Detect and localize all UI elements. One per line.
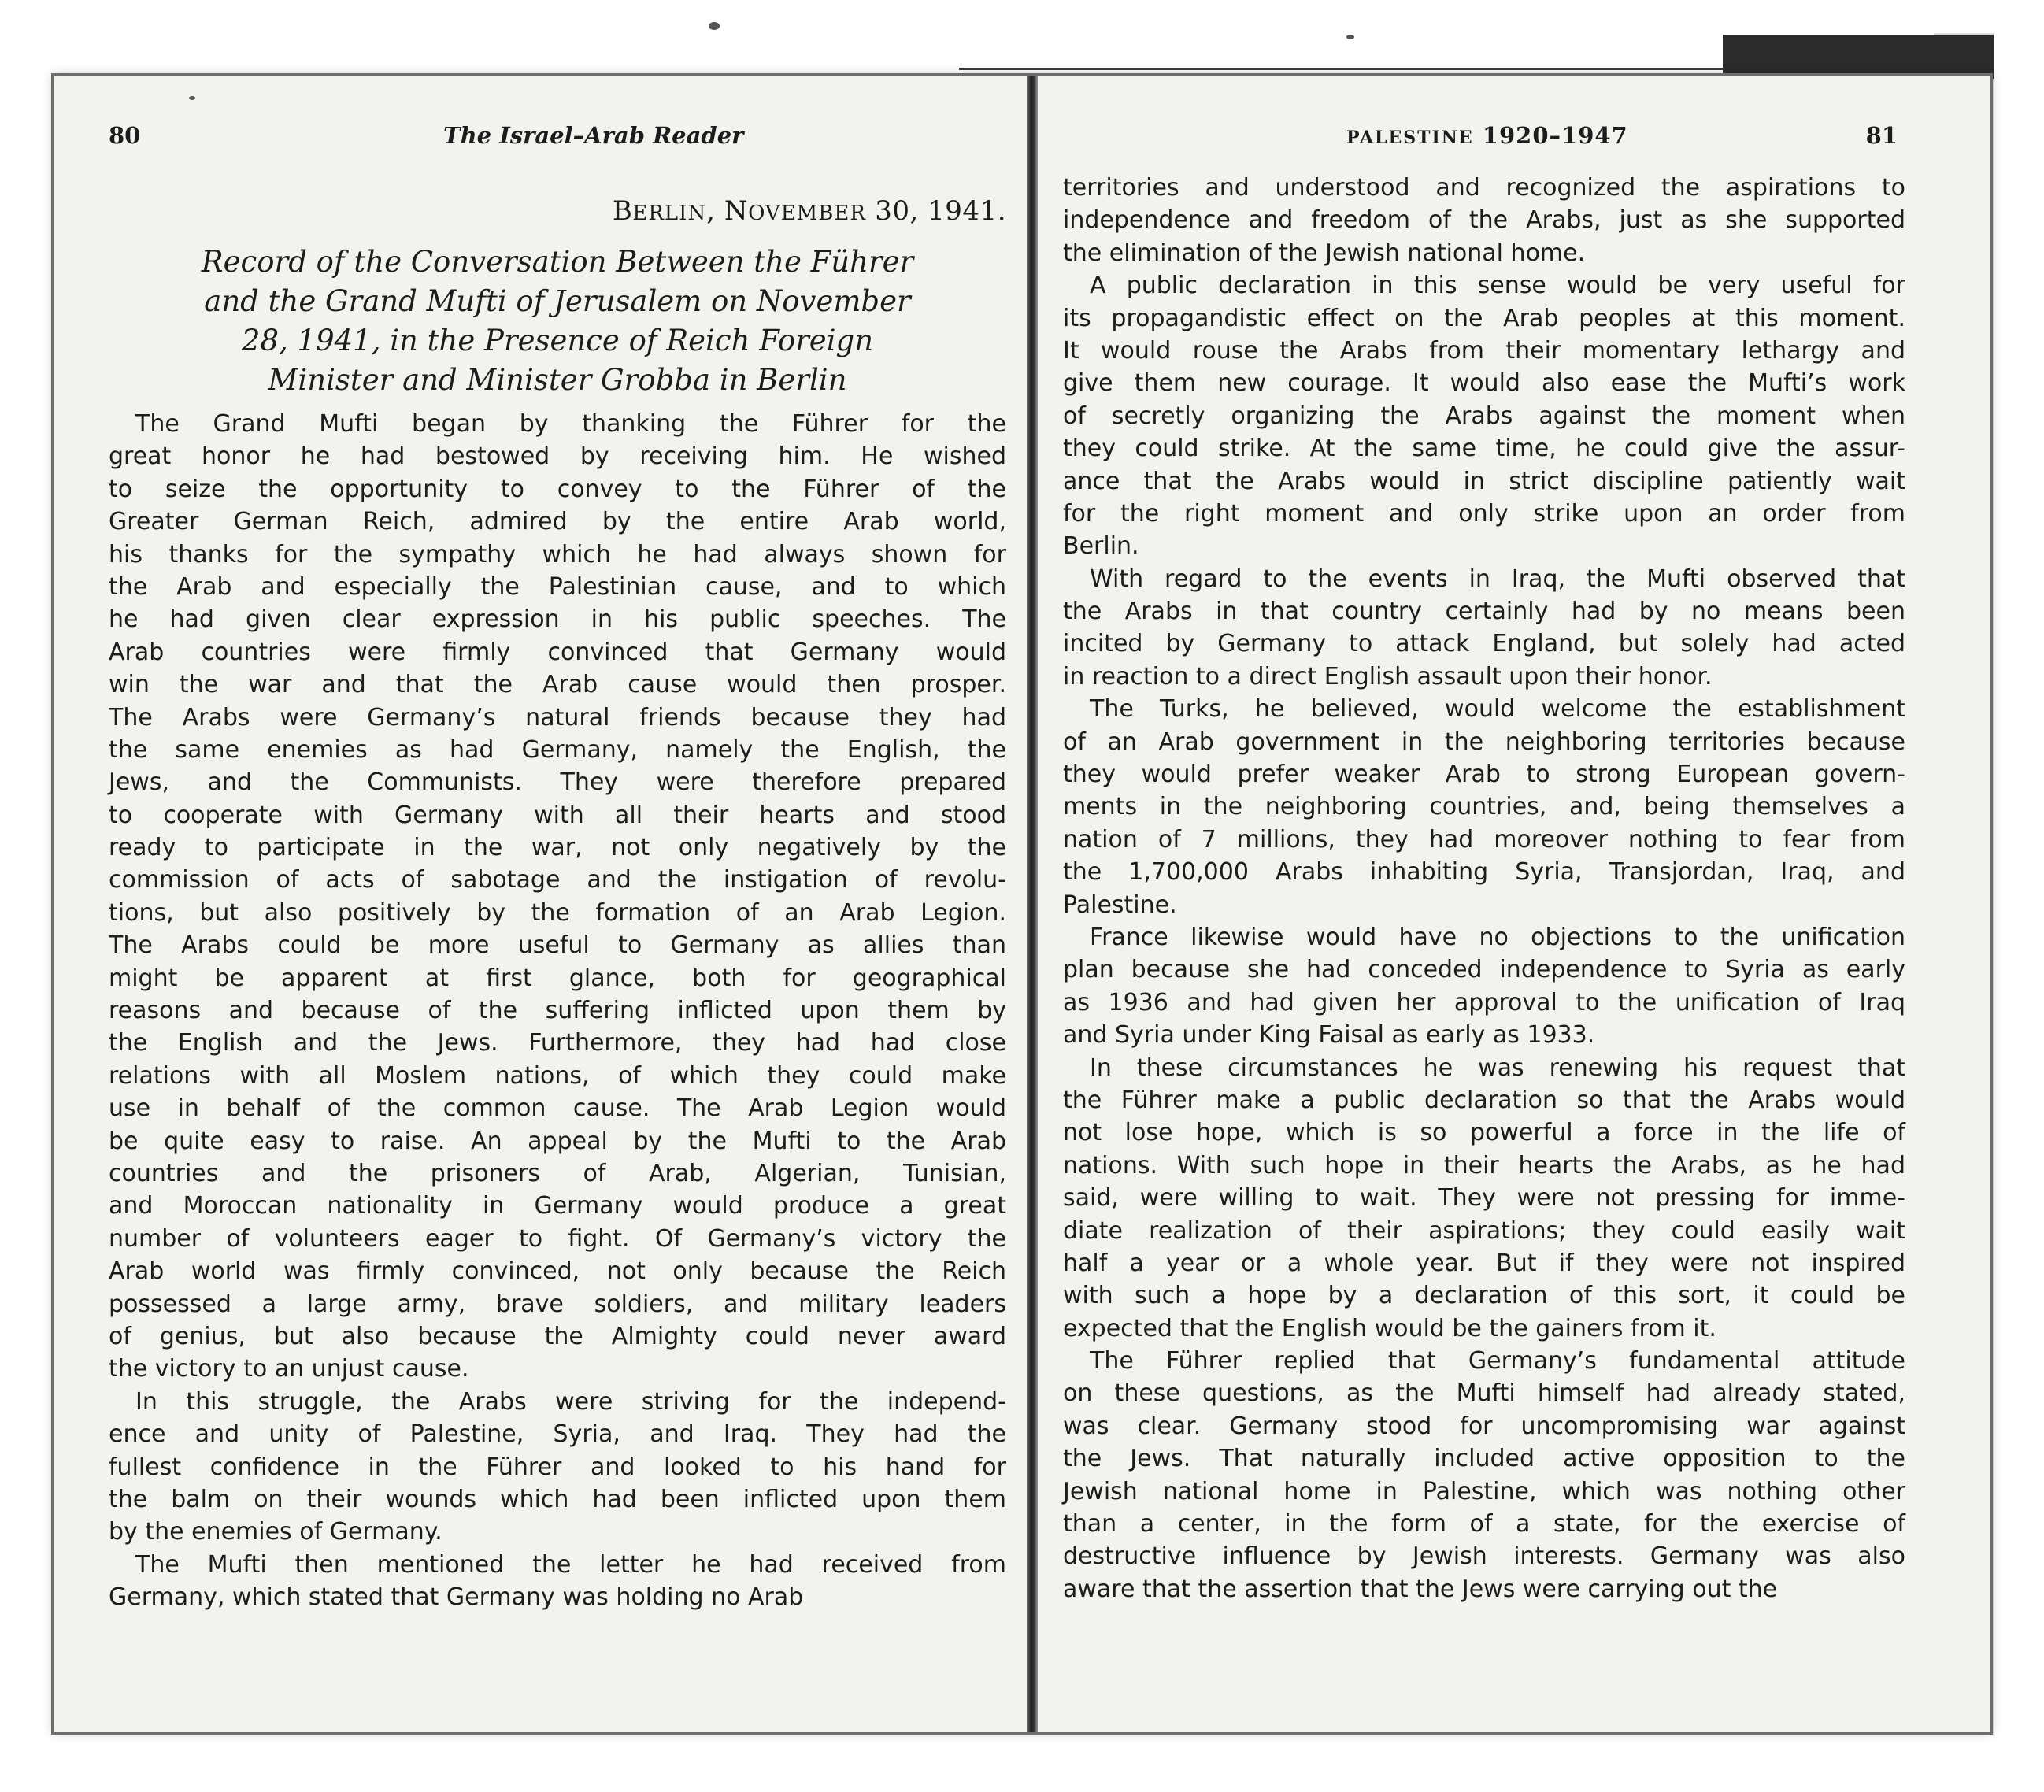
paragraph — [109, 1386, 1006, 1549]
text-line: fullest confidence in the Führer and looked to his hand for — [109, 1453, 1006, 1481]
text-line: was clear. Germany stood for uncompromising war against — [1063, 1412, 1905, 1440]
text-line: ance that the Arabs would in strict discipline patiently wait — [1063, 467, 1905, 495]
page-number: 81 — [1865, 122, 1898, 149]
page-number: 80 — [109, 122, 141, 149]
text-line: number of volunteers eager to fight. Of Germany’s victory the — [109, 1224, 1006, 1253]
page-header — [1063, 122, 1905, 161]
text-line: A public declaration in this sense would be very useful for — [1090, 272, 1905, 300]
text-line: Germany, which stated that Germany was holding no Arab — [109, 1583, 804, 1612]
text-line: to seize the opportunity to convey to the Führer of the — [109, 475, 1006, 503]
running-title-years: 1920–1947 — [1482, 122, 1628, 149]
text-line: The Führer replied that Germany’s fundamental attitude — [1090, 1347, 1905, 1375]
text-line: great honor he had bestowed by receiving him. He wished — [109, 442, 1006, 471]
document-title-line: 28, 1941, in the Presence of Reich Foreign — [241, 324, 874, 357]
text-line: they could strike. At the same time, he could give the assur- — [1063, 435, 1905, 463]
text-line: the elimination of the Jewish national home. — [1063, 239, 1586, 267]
text-line: relations with all Moslem nations, of which they could make — [109, 1061, 1006, 1090]
paragraph — [1063, 693, 1905, 921]
text-line: expected that the English would be the gainers from it. — [1063, 1314, 1716, 1342]
text-line: independence and freedom of the Arabs, just as she supported — [1063, 206, 1905, 235]
document-title-line: Record of the Conversation Between the Führer — [201, 245, 914, 279]
dateline-city-initial: B — [612, 195, 633, 227]
text-line: ready to participate in the war, not only negatively by the — [109, 834, 1006, 862]
text-line: and Moroccan nationality in Germany would produce a great — [109, 1192, 1006, 1220]
right-page — [1063, 0, 1905, 1792]
text-line: ments in the neighboring countries, and, being themselves a — [1063, 793, 1905, 821]
paragraph — [109, 1549, 1006, 1614]
document-title — [109, 243, 1006, 400]
document-title-line: Minister and Minister Grobba in Berlin — [268, 363, 847, 397]
text-line: It would rouse the Arabs from their momentary lethargy and — [1063, 336, 1905, 365]
paragraph — [109, 408, 1006, 1386]
text-line: reasons and because of the suffering inflicted upon them by — [109, 997, 1006, 1025]
text-line: plan because she had conceded independence to Syria as early — [1063, 956, 1905, 984]
text-line: his thanks for the sympathy which he had always shown for — [109, 540, 1006, 568]
left-page — [109, 0, 1006, 1792]
text-line: they would prefer weaker Arab to strong European govern- — [1063, 761, 1905, 789]
text-line: aware that the assertion that the Jews were carrying out the — [1063, 1575, 1778, 1603]
text-line: Jewish national home in Palestine, which was nothing other — [1063, 1477, 1905, 1505]
text-line: countries and the prisoners of Arab, Algerian, Tunisian, — [109, 1159, 1006, 1187]
dateline-city-rest: ERLIN — [632, 202, 707, 225]
text-line: diate realization of their aspirations; they could easily wait — [1063, 1216, 1905, 1245]
text-line: of secretly organizing the Arabs against the moment when — [1063, 402, 1905, 430]
text-line: the English and the Jews. Furthermore, they had had close — [109, 1029, 1006, 1057]
paragraph — [1063, 921, 1905, 1052]
page-header — [109, 122, 1006, 161]
text-line: Jews, and the Communists. They were therefore prepared — [109, 768, 1006, 797]
paragraph — [1063, 563, 1905, 694]
text-line: be quite easy to raise. An appeal by the Mufti to the Arab — [109, 1127, 1006, 1155]
text-line: nations. With such hope in their hearts the Arabs, as he had — [1063, 1151, 1905, 1179]
text-line: In this struggle, the Arabs were striving for the independ- — [135, 1387, 1006, 1416]
text-line: its propagandistic effect on the Arab peoples at this moment. — [1063, 304, 1905, 332]
text-line: ence and unity of Palestine, Syria, and Iraq. They had the — [109, 1420, 1006, 1449]
text-line: The Turks, he believed, would welcome the establishment — [1090, 695, 1905, 724]
dateline-month-rest: OVEMBER — [748, 202, 866, 225]
text-line: by the enemies of Germany. — [109, 1518, 442, 1546]
text-line: on these questions, as the Mufti himself had already stated, — [1063, 1379, 1905, 1408]
text-line: commission of acts of sabotage and the instigation of revolu- — [109, 866, 1006, 894]
text-line: In these circumstances he was renewing his request that — [1090, 1053, 1905, 1082]
text-line: incited by Germany to attack England, but solely had acted — [1063, 630, 1905, 658]
text-line: not lose hope, which is so powerful a force in the life of — [1063, 1119, 1905, 1147]
text-line: as 1936 and had given her approval to the unification of Iraq — [1063, 988, 1905, 1016]
text-line: the balm on their wounds which had been inflicted upon them — [109, 1485, 1006, 1513]
running-title: The Israel–Arab Reader — [443, 122, 744, 149]
text-line: With regard to the events in Iraq, the Mufti observed that — [1090, 565, 1905, 593]
text-line: territories and understood and recognized the aspirations to — [1063, 174, 1905, 202]
text-line: Palestine. — [1063, 890, 1177, 919]
paragraph — [1063, 269, 1905, 563]
text-line: in reaction to a direct English assault upon their honor. — [1063, 662, 1713, 691]
text-line: the victory to an unjust cause. — [109, 1355, 469, 1383]
text-line: than a center, in the form of a state, for the exercise of — [1063, 1510, 1905, 1538]
paragraph — [1063, 1052, 1905, 1346]
text-line: the Arabs in that country certainly had by no means been — [1063, 598, 1905, 626]
text-line: of an Arab government in the neighboring territories because — [1063, 728, 1905, 756]
text-line: The Mufti then mentioned the letter he had received from — [135, 1550, 1006, 1579]
running-title — [1346, 122, 1628, 149]
text-line: for the right moment and only strike upon an order from — [1063, 499, 1905, 528]
text-line: give them new courage. It would also ease the Mufti’s work — [1063, 369, 1905, 398]
text-line: and Syria under King Faisal as early as 1933. — [1063, 1021, 1595, 1050]
text-line: the Führer make a public declaration so that the Arabs would — [1063, 1086, 1905, 1114]
text-line: France likewise would have no objections to the unification — [1090, 923, 1905, 951]
text-line: said, were willing to wait. They were not pressing for imme- — [1063, 1184, 1905, 1213]
text-line: half a year or a whole year. But if they were not inspired — [1063, 1249, 1905, 1277]
paragraph — [1063, 172, 1905, 269]
text-line: possessed a large army, brave soldiers, and military leaders — [109, 1290, 1006, 1318]
text-line: tions, but also positively by the formation of an Arab Legion. — [109, 898, 1006, 927]
left-page-body — [109, 408, 1006, 1613]
text-line: nation of 7 millions, they had moreover nothing to fear from — [1063, 825, 1905, 853]
document-title-line: and the Grand Mufti of Jerusalem on November — [204, 284, 911, 318]
text-line: Arab countries were firmly convinced that Germany would — [109, 638, 1006, 666]
book-spine — [1027, 76, 1038, 1732]
running-title-caps: PALESTINE — [1346, 128, 1474, 148]
text-line: to cooperate with Germany with all their hearts and stood — [109, 801, 1006, 829]
text-line: might be apparent at first glance, both for geographical — [109, 964, 1006, 992]
text-line: The Grand Mufti began by thanking the Führer for the — [135, 410, 1006, 438]
text-line: The Arabs were Germany’s natural friends because they had — [109, 703, 1006, 731]
right-page-body — [1063, 172, 1905, 1605]
dateline-month-initial: N — [724, 195, 749, 227]
text-line: the 1,700,000 Arabs inhabiting Syria, Transjordan, Iraq, and — [1063, 858, 1905, 887]
text-line: use in behalf of the common cause. The Arab Legion would — [109, 1094, 1006, 1123]
text-line: with such a hope by a declaration of this sort, it could be — [1063, 1282, 1905, 1310]
text-line: the Arab and especially the Palestinian cause, and to which — [109, 572, 1006, 601]
text-line: destructive influence by Jewish interests. Germany was also — [1063, 1542, 1905, 1571]
dateline: BERLIN, NOVEMBER 30, 1941. — [612, 195, 1006, 227]
text-line: he had given clear expression in his public speeches. The — [109, 605, 1006, 634]
paragraph — [1063, 1345, 1905, 1605]
text-line: the same enemies as had Germany, namely the English, the — [109, 735, 1006, 764]
text-line: The Arabs could be more useful to Germany as allies than — [109, 931, 1006, 960]
text-line: of genius, but also because the Almighty could never award — [109, 1322, 1006, 1350]
text-line: the Jews. That naturally included active opposition to the — [1063, 1445, 1905, 1473]
text-line: Greater German Reich, admired by the entire Arab world, — [109, 508, 1006, 536]
text-line: win the war and that the Arab cause would then prosper. — [109, 671, 1006, 699]
text-line: Arab world was firmly convinced, not only because the Reich — [109, 1257, 1006, 1286]
text-line: Berlin. — [1063, 532, 1139, 561]
dateline-date: 30, 1941. — [875, 195, 1006, 227]
